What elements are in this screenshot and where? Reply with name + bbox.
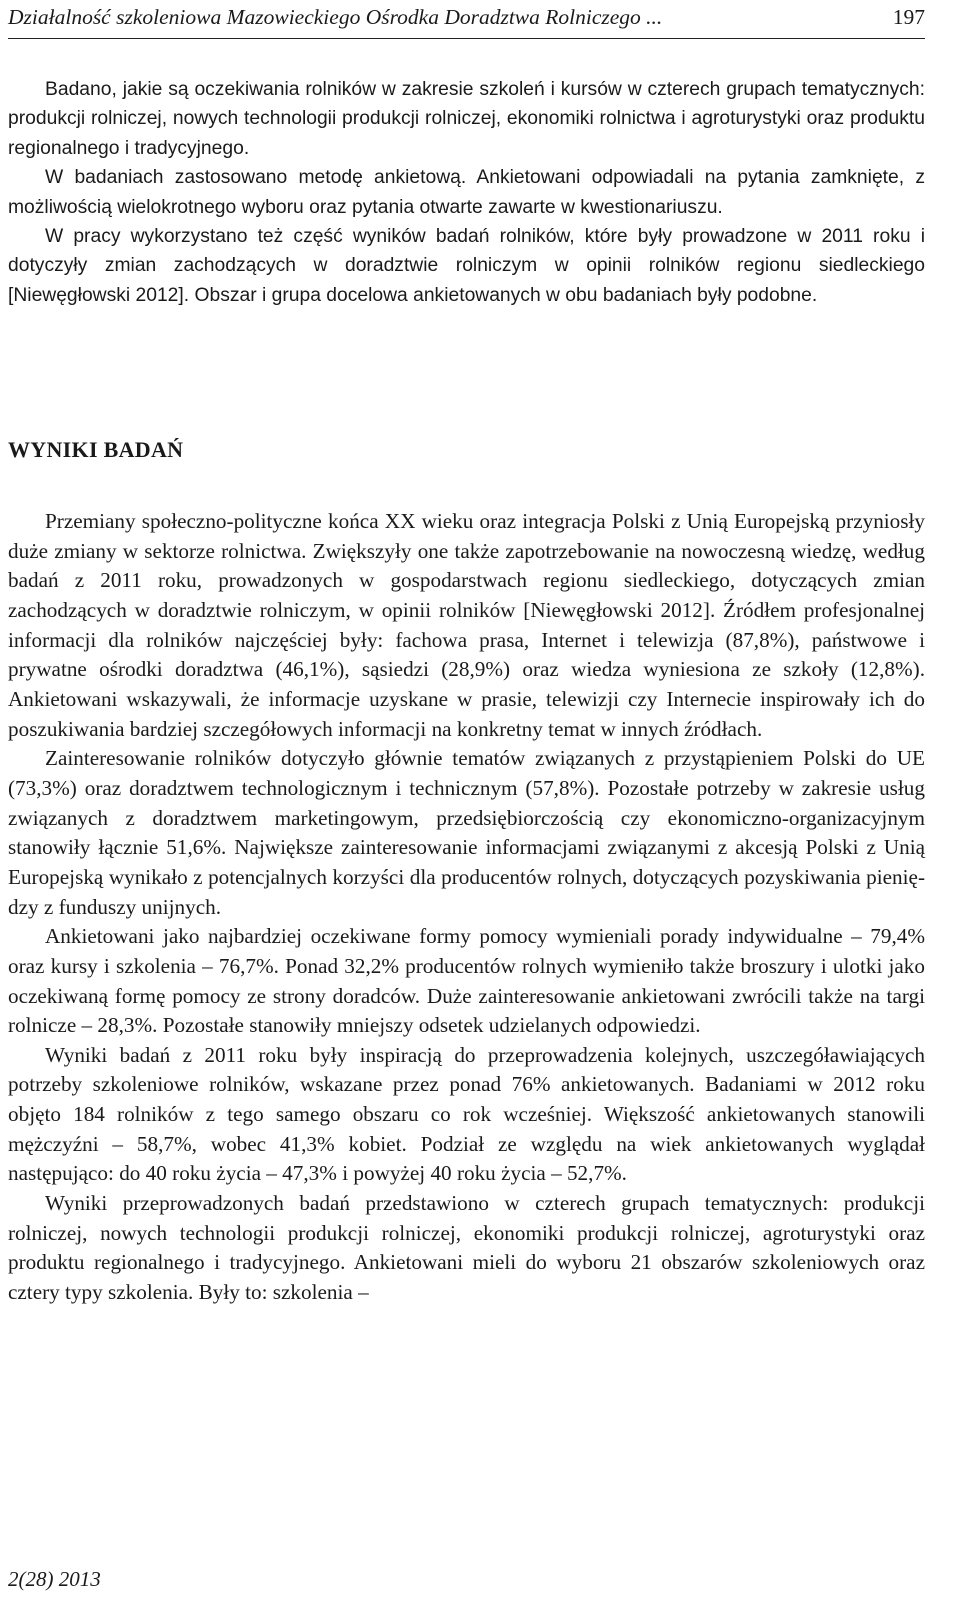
result-paragraph: Ankietowani jako najbardziej oczekiwane formy pomocy wymieniali porady indywidualne – 79,4% oraz kursy i szkolenia – 76,7%. Ponad 32,2% producentów rolnych wymieniło także broszury i ulotki jako oczekiwaną formę pomocy ze strony doradców. Duże zainteresowanie ankietowani zwrócili także na targi rolnicze – 28,3%. Pozostałe stanowiły mniejszy odsetek udzielanych odpowiedzi.: [8, 924, 925, 1038]
result-paragraph: Przemiany społeczno-polityczne końca XX wieku oraz integracja Polski z Unią Europejską przyniosły duże zmiany w sektorze rolnictwa. Zwiększyły one także zapotrzebowanie na nowoczesną wiedzę, według badań z 2011 roku, prowadzonych w gospodarstwach regionu siedleckiego, dotyczących zmian zachodzących w doradztwie rolniczym, w opinii rolników [Niewęgłowski 2012]. Źródłem profesjonalnej informacji dla rolników najczęściej były: fachowa prasa, Internet i telewizja (87,8%), państwowe i prywatne ośrodki doradztwa (46,1%), sąsiedzi (28,9%) oraz wiedza wyniesiona ze szkoły (12,8%). Ankietowani wskazywali, że informacje uzyskane w prasie, telewizji czy Internecie inspirowały ich do poszukiwania bardziej szczegółowych informacji na konkretny temat w innych źródłach.: [8, 509, 925, 741]
page-number: 197: [892, 5, 925, 29]
result-paragraph: Zainteresowanie rolników dotyczyło głównie tematów związanych z przystąpieniem Polski do UE (73,3%) oraz doradztwem technologicznym i technicznym (57,8%). Pozostałe potrzeby w zakresie usług związanych z doradztwem marketingowym, przedsiębiorczością czy ekonomiczno-organizacyjnym stanowiły łącznie 51,6%. Największe zainteresowanie informacjami związanymi z akcesją Polski z Unią Europejską wynikało z potencjalnych korzyści dla producentów rolnych, dotyczących pozyskiwania pieniędzy z funduszy unijnych.: [8, 746, 925, 919]
running-header: [8, 2, 925, 39]
journal-page: [8, 0, 925, 1614]
results-text-block: [8, 507, 925, 1308]
intro-paragraph: W pracy wykorzystano też część wyników badań rolników, które były prowadzone w 2011 roku i dotyczyły zmian zachodzących w doradztwie rolniczym w opinii rolników regionu siedleckiego [Niewęgłowski 2012]. Obszar i grupa docelowa ankietowanych w obu badaniach były podobne.: [8, 226, 925, 306]
running-header-title: Działalność szkoleniowa Mazowieckiego Ośrodka Doradztwa Rolniczego ...: [8, 5, 663, 29]
intro-paragraph: Badano, jakie są oczekiwania rolników w zakresie szkoleń i kursów w czterech grupach tematycznych: produkcji rolniczej, nowych technologii produkcji rolniczej, ekonomiki rolnictwa i agroturystyki oraz produktu regionalnego i tradycyjnego.: [8, 79, 925, 159]
issue-number: 2(28) 2013: [8, 1567, 101, 1591]
intro-paragraph: W badaniach zastosowano metodę ankietową. Ankietowani odpowiadali na pytania zamknięte, z możliwością wielokrotnego wyboru oraz pytania otwarte zawarte w kwestionariuszu.: [8, 167, 925, 218]
result-paragraph: Wyniki przeprowadzonych badań przedstawiono w czterech grupach tematycznych: produkcji rolniczej, nowych technologii produkcji rolniczej, ekonomiki produkcji rolniczej, agroturystyki oraz produktu regionalnego i tradycyjnego. Ankietowani mieli do wyboru 21 obszarów szkoleniowych oraz cztery typy szkolenia. Były to: szkolenia –: [8, 1191, 925, 1305]
section-heading: WYNIKI BADAŃ: [8, 437, 184, 462]
result-paragraph: Wyniki badań z 2011 roku były inspiracją do przeprowadzenia kolejnych, uszczegóławiających potrzeby szkoleniowe rolników, wskazane przez ponad 76% ankietowanych. Badaniami w 2012 roku objęto 184 rolników z tego samego obszaru co rok wcześniej. Większość ankietowanych stanowili mężczyźni – 58,7%, wobec 41,3% kobiet. Podział ze względu na wiek ankietowanych wyglądał następująco: do 40 roku życia – 47,3% i powyżej 40 roku życia – 52,7%.: [8, 1042, 925, 1186]
methods-text-block: [8, 75, 925, 310]
